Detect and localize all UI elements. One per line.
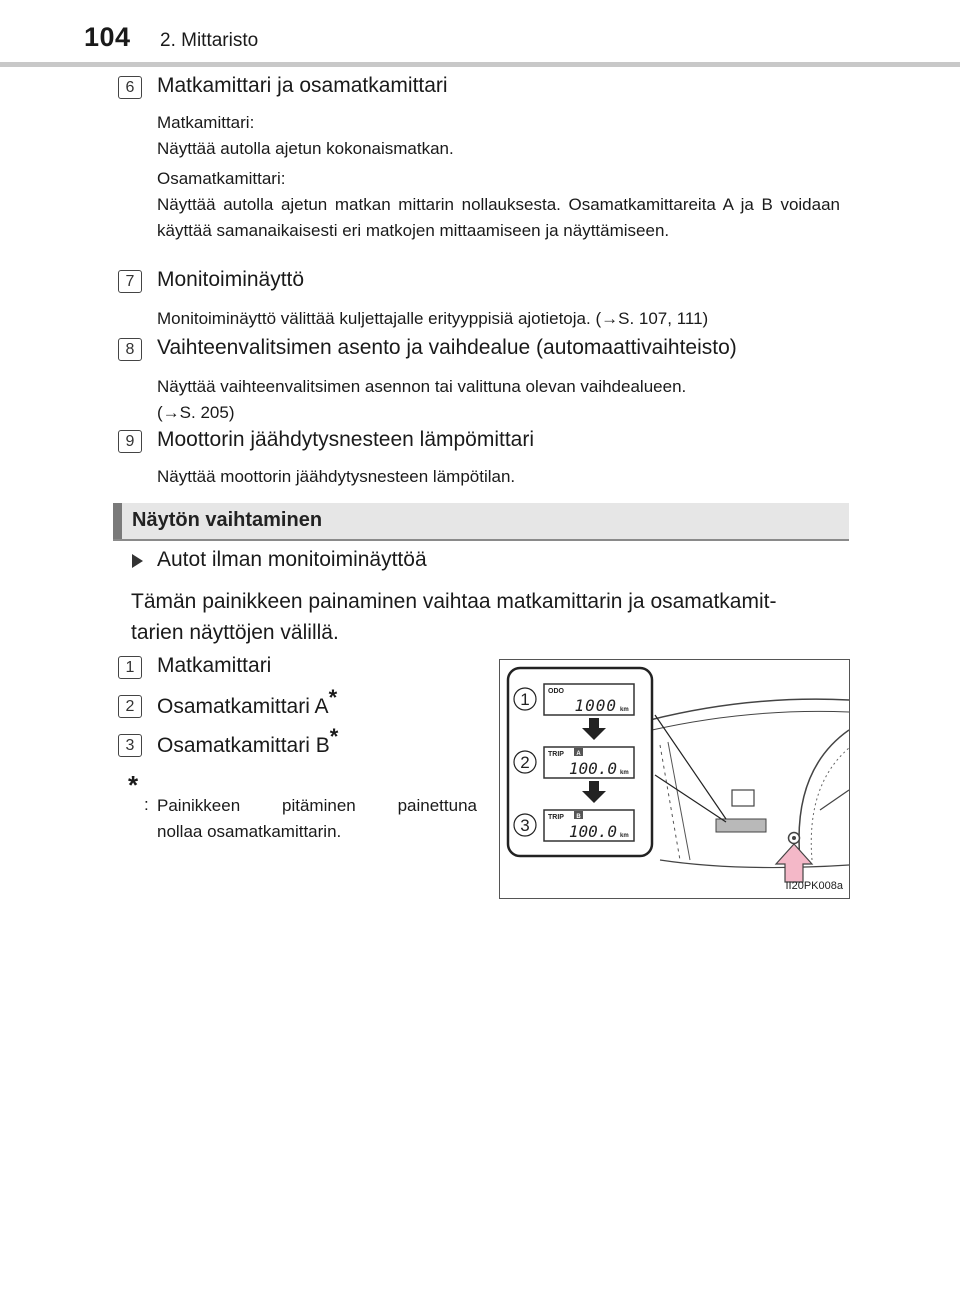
list-item-2-star: *: [328, 685, 338, 710]
chapter-title: 2. Mittaristo: [160, 30, 259, 51]
display-unit: km: [620, 833, 629, 839]
left-gauge-ticks: [660, 745, 680, 860]
item-number-6: 6: [118, 76, 142, 99]
item-6-line-2: Näyttää autolla ajetun kokonaismatkan.: [157, 139, 454, 158]
display-tag: A: [576, 751, 581, 757]
item-6-para2-label: Osamatkamittari:: [157, 169, 286, 188]
item-7-ref: S. 107, 111): [618, 309, 709, 328]
list-item-3-label: Osamatkamittari B: [157, 734, 330, 757]
footnote-mark: *: [128, 770, 139, 800]
list-item-1: Matkamittari: [157, 654, 272, 677]
list-item-2-label: Osamatkamittari A: [157, 695, 329, 718]
callout-number: 1: [520, 690, 530, 709]
item-8-text: Näyttää vaihteenvalitsimen asennon tai valittuna olevan vaihdealueen.: [157, 377, 687, 396]
item-8-ref-line: [157, 400, 234, 426]
item-8-ref-open: (: [157, 403, 163, 422]
leader-line-bottom: [655, 775, 726, 822]
leader-line-top: [655, 715, 726, 819]
item-number-8: 8: [118, 338, 142, 361]
footnote-colon: :: [144, 795, 149, 814]
item-9-text: Näyttää moottorin jäähdytysnesteen lämpötilan.: [157, 467, 516, 486]
footnote-line-1: Painikkeen pitäminen painettuna: [157, 796, 477, 815]
small-indicator-screen: [732, 790, 754, 806]
instrument-cluster-figure: [499, 659, 850, 899]
section-heading: [113, 503, 849, 541]
item-number-9: 9: [118, 430, 142, 453]
footnote-line-2: nollaa osamatkamittarin.: [157, 822, 342, 841]
item-9-title: Moottorin jäähdytysnesteen lämpömittari: [157, 428, 535, 451]
display-label: TRIP: [548, 751, 564, 758]
display-label: TRIP: [548, 814, 564, 821]
ref-arrow-icon: →: [601, 309, 619, 328]
header-rule: [0, 62, 960, 67]
speedometer-needle: [820, 790, 849, 810]
display-value: 1000: [574, 696, 617, 715]
cluster-bottom-line: [660, 860, 849, 868]
subsection-body-line-2: tarien näyttöjen välillä.: [131, 621, 339, 644]
list-item-3: [157, 724, 339, 758]
callout-number: 3: [520, 816, 530, 835]
display-value: 100.0: [568, 822, 617, 841]
display-label: ODO: [548, 688, 564, 695]
trip-reset-knob-center: [792, 836, 796, 840]
item-7-title: Monitoiminäyttö: [157, 268, 305, 291]
item-7-text: [157, 306, 708, 332]
page-number: 104: [84, 22, 131, 52]
item-6-title: Matkamittari ja osamatkamittari: [157, 74, 448, 97]
item-8-title: Vaihteenvalitsimen asento ja vaihdealue (automaattivaihteisto): [157, 336, 737, 359]
item-6-para2-text: Näyttää autolla ajetun matkan mittarin nollauksesta. Osamatkamittareita A ja B voidaan käyttää samanaikaisesti eri matkojen mittaamiseen ja näyttämiseen.: [157, 195, 840, 240]
ref-arrow-icon: →: [162, 403, 180, 422]
figure-illustration: [500, 660, 849, 898]
display-tag: B: [576, 814, 581, 820]
item-8-ref: S. 205): [179, 403, 235, 422]
item-7-text-body: Monitoiminäyttö välittää kuljettajalle erityyppisiä ajotietoja. (: [157, 309, 602, 328]
subsection-body-line-1: Tämän painikkeen painaminen vaihtaa matkamittarin ja osamatkamit-: [131, 590, 777, 613]
list-number-2: 2: [118, 695, 142, 718]
item-number-7: 7: [118, 270, 142, 293]
callout-number: 2: [520, 753, 530, 772]
list-item-2: [157, 685, 338, 719]
subsection-title: Autot ilman monitoiminäyttöä: [157, 548, 427, 571]
figure-code: II20PK008a: [785, 880, 843, 892]
display-unit: km: [620, 770, 629, 776]
dashboard-hood-line: [650, 699, 849, 720]
display-value: 100.0: [568, 759, 617, 778]
item-6-line-1: Matkamittari:: [157, 113, 255, 132]
dashboard-hood-inner-line: [652, 711, 849, 730]
list-item-3-star: *: [329, 724, 339, 749]
display-unit: km: [620, 707, 629, 713]
left-gauge-edge: [668, 742, 690, 860]
list-number-3: 3: [118, 734, 142, 757]
list-number-1: 1: [118, 656, 142, 679]
section-bar: [113, 503, 122, 539]
section-title: Näytön vaihtaminen: [132, 509, 323, 531]
press-arrow: [776, 844, 812, 882]
triangle-bullet-icon: [132, 554, 143, 568]
